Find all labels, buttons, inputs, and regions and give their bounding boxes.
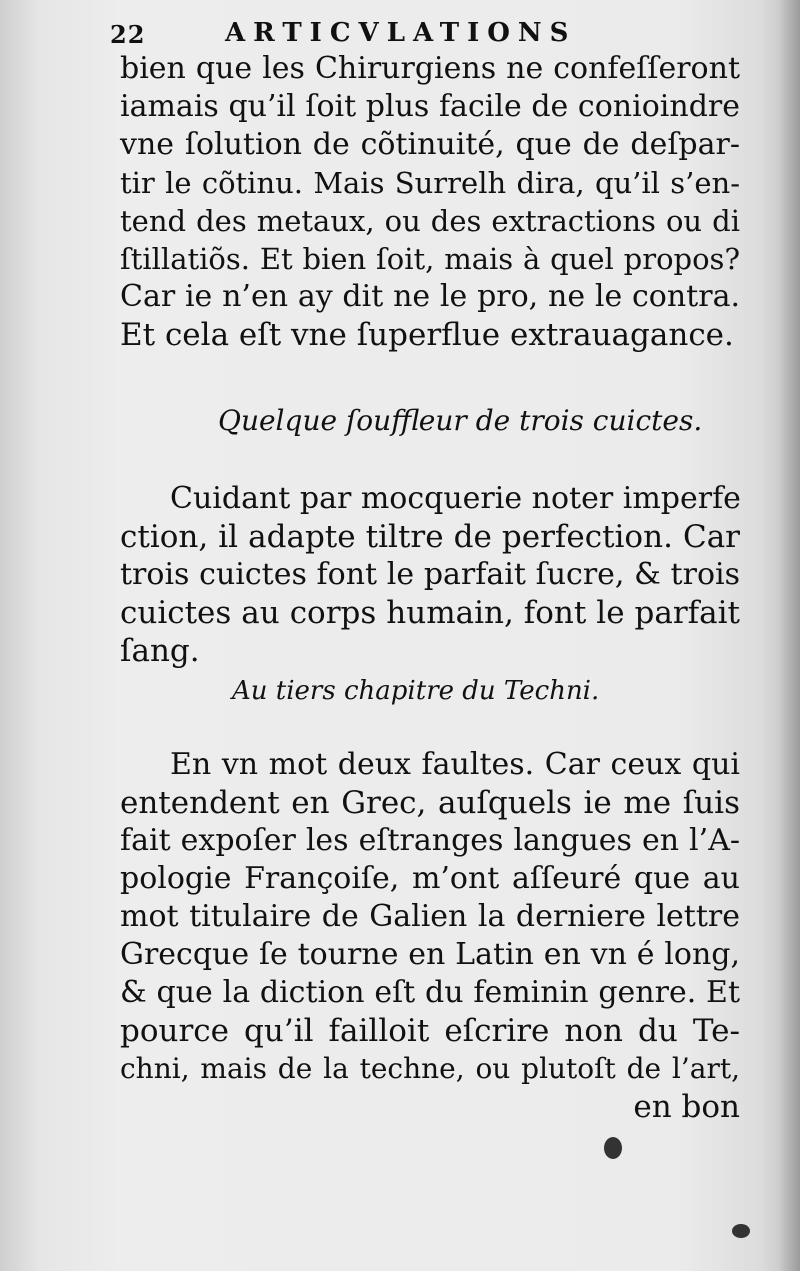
text-line: mot titulaire de Galien la derniere lettre bbox=[120, 899, 740, 934]
text-line: fait expoſer les eſtranges langues en l’A- bbox=[120, 823, 740, 858]
text-line: Grecque ſe tourne en Latin en vn é long, bbox=[120, 937, 740, 972]
text-line: & que la diction eſt du feminin genre. Et bbox=[120, 975, 740, 1010]
text-line: ſtillatiõs. Et bien ſoit, mais à quel propos? bbox=[120, 242, 740, 276]
catchword: en bon bbox=[633, 1089, 740, 1125]
text-line: tir le cõtinu. Mais Surrelh dira, qu’il s’en- bbox=[120, 166, 740, 200]
text-line: ſang. bbox=[120, 633, 200, 669]
section-heading: Au tiers chapitre du Techni. bbox=[232, 676, 600, 706]
text-line: En vn mot deux faultes. Car ceux qui bbox=[170, 747, 740, 782]
page-header bbox=[110, 14, 630, 54]
page-number: 22 bbox=[110, 20, 146, 49]
paragraph-1 bbox=[120, 50, 740, 354]
text-line: chni, mais de la techne, ou plutoſt de l’art, bbox=[120, 1052, 740, 1085]
text-line: Car ie n’en ay dit ne le pro, ne le contra. bbox=[120, 279, 740, 314]
text-line: cuictes au corps humain, font le parfait bbox=[120, 595, 740, 631]
text-line: entendent en Grec, auſquels ie me ſuis bbox=[120, 785, 740, 821]
page-edge-shadow bbox=[778, 0, 800, 1271]
ink-blot bbox=[604, 1137, 622, 1159]
paragraph-2 bbox=[120, 480, 740, 670]
text-line: pource qu’il failloit eſcrire non du Te- bbox=[120, 1013, 740, 1049]
text-line: Cuidant par mocquerie noter imperfe bbox=[170, 481, 741, 516]
running-head: ARTICVLATIONS bbox=[225, 18, 577, 48]
ink-blot bbox=[732, 1224, 750, 1238]
text-line: ction, il adapte tiltre de perfection. Car bbox=[120, 519, 740, 555]
text-line: pologie Françoiſe, m’ont aſſeuré que au bbox=[120, 861, 740, 896]
text-line: bien que les Chirurgiens ne confeſſeront bbox=[120, 51, 740, 86]
text-line: iamais qu’il ſoit plus facile de conioindre bbox=[120, 89, 740, 124]
text-line: tend des metaux, ou des extractions ou di bbox=[120, 204, 740, 238]
text-line: Et cela eſt vne ſuperflue extrauagance. bbox=[120, 317, 734, 353]
section-heading: Quelque ſouffleur de trois cuictes. bbox=[218, 404, 703, 437]
paragraph-3 bbox=[120, 746, 740, 1126]
text-line: vne ſolution de cõtinuité, que de deſpar- bbox=[120, 127, 740, 162]
text-line: trois cuictes font le parfait ſucre, & trois bbox=[120, 557, 740, 592]
